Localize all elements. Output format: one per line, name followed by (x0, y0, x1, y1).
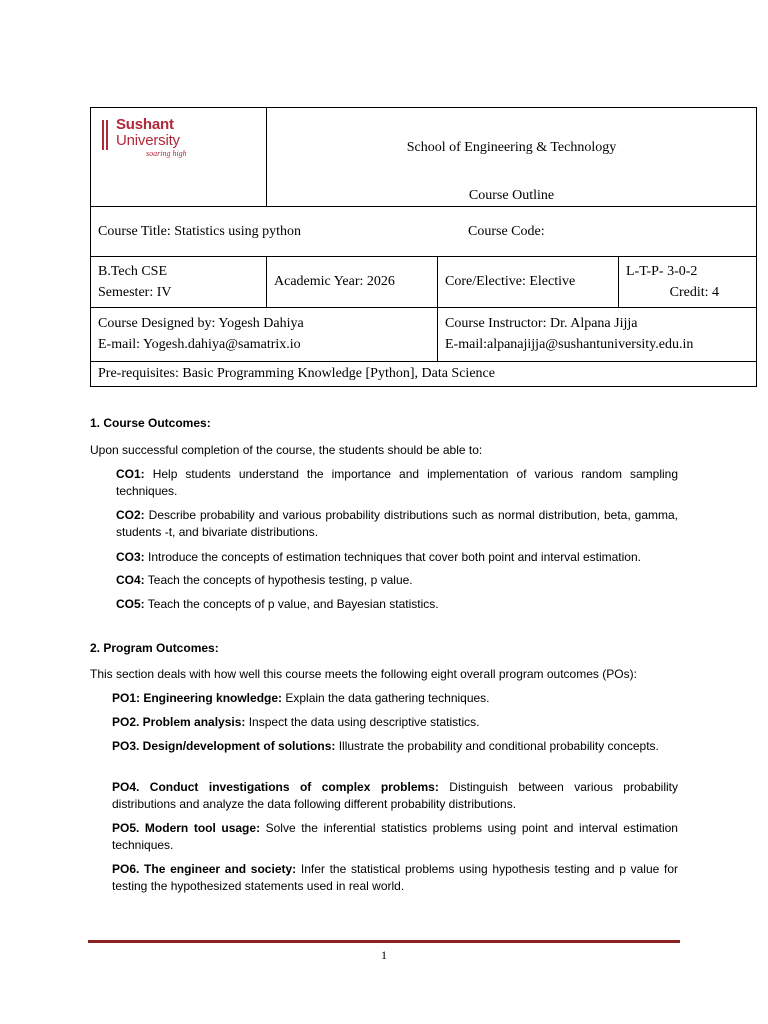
program-outcomes-heading: 2. Program Outcomes: (90, 641, 219, 655)
school-name: School of Engineering & Technology (406, 140, 617, 155)
outcome-text: Teach the concepts of p value, and Bayesian statistics. (144, 597, 439, 611)
outcome-code: PO5. Modern tool usage: (112, 821, 261, 835)
program-outcome-item (112, 690, 678, 707)
academic-year: Academic Year: 2026 (267, 257, 438, 308)
outcome-text: Help students understand the importance and implementation of various random sampling techniques. (116, 467, 678, 498)
designer-cell (91, 308, 438, 362)
course-header-table (90, 107, 757, 387)
ltp: L-T-P- 3-0-2 (626, 263, 698, 279)
program: B.Tech CSE (98, 263, 168, 279)
logo-word-university: University (116, 132, 180, 149)
logo-word-sushant: Sushant (116, 116, 174, 133)
outcome-code: CO5: (116, 597, 145, 611)
course-title-label: Course Title: (98, 223, 171, 239)
program-outcome-item (112, 820, 678, 854)
instructor-email: E-mail:alpanajijja@sushantuniversity.edu.in (445, 337, 694, 352)
program-outcomes-intro: This section deals with how well this course meets the following eight overall program outcomes (POs): (90, 667, 637, 681)
course-title: Statistics using python (174, 223, 302, 239)
document-title: Course Outline (468, 188, 555, 203)
semester: Semester: IV (98, 284, 172, 300)
page-number: 1 (381, 948, 387, 962)
outcome-code: CO2: (116, 508, 145, 522)
outcome-code: CO4: (116, 573, 145, 587)
instructor-cell (438, 308, 757, 362)
logo-cell (91, 108, 267, 207)
program-outcome-item (112, 779, 678, 813)
course-outcome-item (116, 572, 678, 589)
outcome-text: Solve the inferential statistics problems using point and interval estimation techniques. (112, 821, 678, 852)
outcome-code: PO1: Engineering knowledge: (112, 691, 283, 705)
program-outcome-item (112, 714, 678, 731)
outcome-code: PO2. Problem analysis: (112, 715, 246, 729)
logo-mark-icon (102, 120, 108, 150)
outcome-code: CO3: (116, 550, 145, 564)
course-outcomes-heading: 1. Course Outcomes: (90, 416, 211, 430)
program-cell (91, 257, 267, 308)
logo-tagline: soaring high (146, 149, 187, 158)
outcome-code: PO4. Conduct investigations of complex problems: (112, 780, 439, 794)
outcome-text: Teach the concepts of hypothesis testing, p value. (144, 573, 413, 587)
course-title-cell (91, 207, 757, 257)
course-outcome-item (116, 596, 678, 613)
outcome-text: Illustrate the probability and conditional probability concepts. (335, 739, 659, 753)
outcome-code: PO6. The engineer and society: (112, 862, 297, 876)
credit: Credit: 4 (669, 284, 720, 300)
outcome-code: CO1: (116, 467, 145, 481)
outcome-text: Infer the statistical problems using hypothesis testing and p value for testing the hypothesized statements used in real world. (112, 862, 679, 893)
school-cell (267, 108, 757, 207)
course-outcome-item (116, 507, 678, 541)
university-logo (98, 108, 259, 206)
instructor: Course Instructor: Dr. Alpana Jijja (445, 316, 638, 331)
ltp-cell (619, 257, 757, 308)
course-outcome-item (116, 549, 678, 566)
outcome-text: Distinguish between various probability distributions and analyze the data following different probability distributions. (112, 780, 678, 811)
outcome-text: Inspect the data using descriptive statistics. (245, 715, 480, 729)
designer-email: E-mail: Yogesh.dahiya@samatrix.io (98, 337, 301, 352)
program-outcome-item (112, 738, 678, 755)
outcome-text: Describe probability and various probability distributions such as normal distribution, beta, gamma, students -t, and bivariate distributions. (116, 508, 678, 539)
designed-by: Course Designed by: Yogesh Dahiya (98, 316, 304, 331)
program-outcome-item (112, 861, 678, 895)
prerequisites: Pre-requisites: Basic Programming Knowledge [Python], Data Science (91, 362, 757, 387)
course-outcome-item (116, 466, 678, 500)
outcome-text: Explain the data gathering techniques. (282, 691, 490, 705)
footer-rule (88, 940, 680, 943)
course-outcomes-intro: Upon successful completion of the course, the students should be able to: (90, 443, 483, 457)
course-code-label: Course Code: (468, 223, 545, 239)
outcome-code: PO3. Design/development of solutions: (112, 739, 336, 753)
outcome-text: Introduce the concepts of estimation techniques that cover both point and interval estimation. (144, 550, 641, 564)
core-elective: Core/Elective: Elective (438, 257, 619, 308)
